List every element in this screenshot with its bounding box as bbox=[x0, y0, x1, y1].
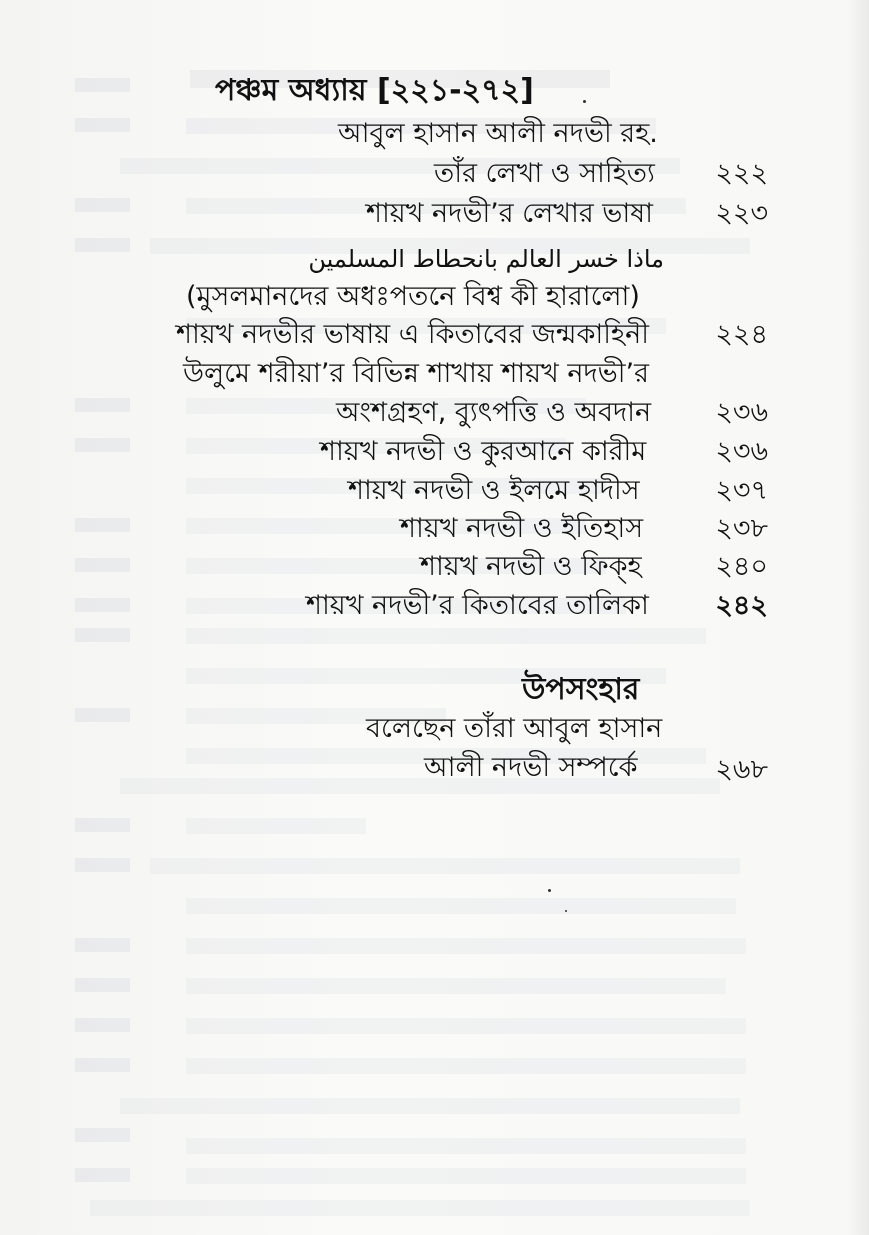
speck bbox=[583, 100, 586, 103]
toc-entry-text: শায়খ নদভী ও ইলমে হাদীস bbox=[348, 475, 640, 506]
toc-entry-arabic: ماذا خسر العالم بانحطاط المسلمين bbox=[308, 245, 664, 273]
toc-page-number: ২৩৬ bbox=[715, 436, 768, 467]
toc-entry-text: শায়খ নদভী ও ইতিহাস bbox=[400, 513, 644, 544]
toc-entry-text: শায়খ নদভীর ভাষায় এ কিতাবের জন্মকাহিনী bbox=[176, 319, 649, 350]
toc-page-number: ২২২ bbox=[715, 158, 768, 189]
toc-entry-text: শায়খ নদভী’র লেখার ভাষা bbox=[366, 198, 653, 229]
toc-entry-text: (মুসলমানদের অধঃপতনে বিশ্ব কী হারালো) bbox=[186, 281, 640, 312]
toc-entry-text: শায়খ নদভী ও ফিক্‌হ bbox=[420, 551, 642, 582]
toc-page-number: ২৩৬ bbox=[715, 397, 768, 428]
toc-entry-text: তাঁর লেখা ও সাহিত্য bbox=[434, 158, 655, 189]
toc-entry-text: আলী নদভী সম্পর্কে bbox=[424, 752, 638, 783]
epilogue-heading: উপসংহার bbox=[522, 672, 640, 707]
toc-entry-text: উলুমে শরীয়া’র বিভিন্ন শাখায় শায়খ নদভী’র bbox=[183, 358, 649, 389]
page-edge-shadow bbox=[847, 0, 869, 1235]
speck bbox=[548, 889, 551, 892]
toc-page-number: ২২৪ bbox=[715, 319, 768, 350]
toc-entry-text: বলেছেন তাঁরা আবুল হাসান bbox=[366, 713, 663, 744]
toc-page-number: ২৪২ bbox=[715, 590, 768, 621]
chapter-title: পঞ্চম অধ্যায় [২২১-২৭২] bbox=[215, 73, 534, 108]
toc-entry-text: অংশগ্রহণ, ব্যুৎপত্তি ও অবদান bbox=[336, 397, 652, 428]
toc-page-number: ২২৩ bbox=[715, 198, 768, 229]
toc-page-number: ২৬৮ bbox=[715, 754, 768, 785]
toc-entry-text: আবুল হাসান আলী নদভী রহ. bbox=[338, 118, 658, 149]
speck bbox=[565, 910, 567, 912]
toc-entry-text: শায়খ নদভী ও কুরআনে কারীম bbox=[320, 436, 647, 467]
toc-page-number: ২৪০ bbox=[715, 551, 768, 582]
toc-page-number: ২৩৮ bbox=[715, 513, 768, 544]
toc-entry-text: শায়খ নদভী’র কিতাবের তালিকা bbox=[306, 590, 649, 621]
toc-page-number: ২৩৭ bbox=[715, 475, 768, 506]
